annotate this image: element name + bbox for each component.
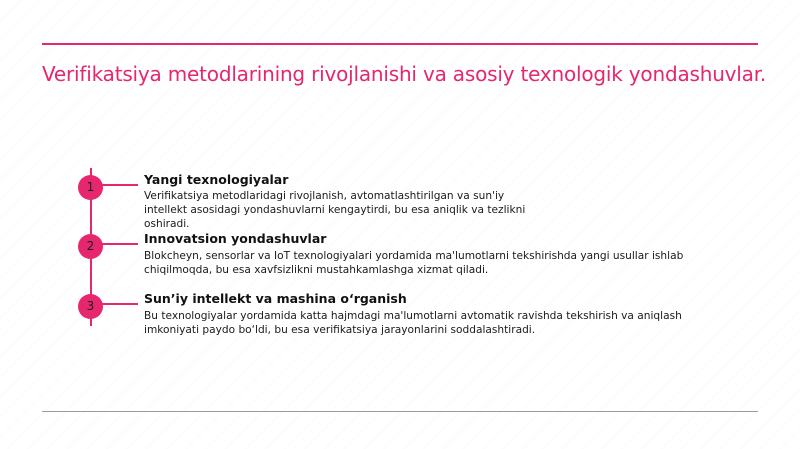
step-heading-3: Sun’iy intellekt va mashina o‘rganish — [144, 291, 407, 306]
step-connector-1 — [100, 184, 138, 186]
step-number-badge-3: 3 — [78, 294, 103, 319]
step-text-1: Verifikatsiya metodlaridagi rivojlanish, avtomatlashtirilgan va sun'iy intellekt asosidagi yondashuvlarni kengaytirdi, bu esa aniqlik va tezlikni oshiradi. — [144, 190, 526, 230]
slide-title: Verifikatsiya metodlarining rivojlanishi va asosiy texnologik yondashuvlar. — [42, 62, 767, 86]
step-heading-2: Innovatsion yondashuvlar — [144, 231, 327, 246]
step-heading-1: Yangi texnologiyalar — [144, 172, 289, 187]
step-number-badge-2: 2 — [78, 234, 103, 259]
step-connector-2 — [100, 243, 138, 245]
step-text-3: Bu texnologiyalar yordamida katta hajmdagi ma'lumotlarni avtomatik ravishda tekshirish va aniqlash imkoniyati paydo bo‘ldi, bu esa verifikatsiya jarayonlarini soddalashtiradi. — [144, 310, 682, 336]
bottom-divider — [42, 411, 758, 412]
step-text-2: Blokcheyn, sensorlar va IoT texnologiyalari yordamida ma'lumotlarni tekshirishda yangi usullar ishlab chiqilmoqda, bu esa xavfsizlikni mustahkamlashga xizmat qiladi. — [144, 250, 684, 276]
top-divider — [42, 43, 758, 45]
step-connector-3 — [100, 303, 138, 305]
step-number-badge-1: 1 — [78, 175, 103, 200]
